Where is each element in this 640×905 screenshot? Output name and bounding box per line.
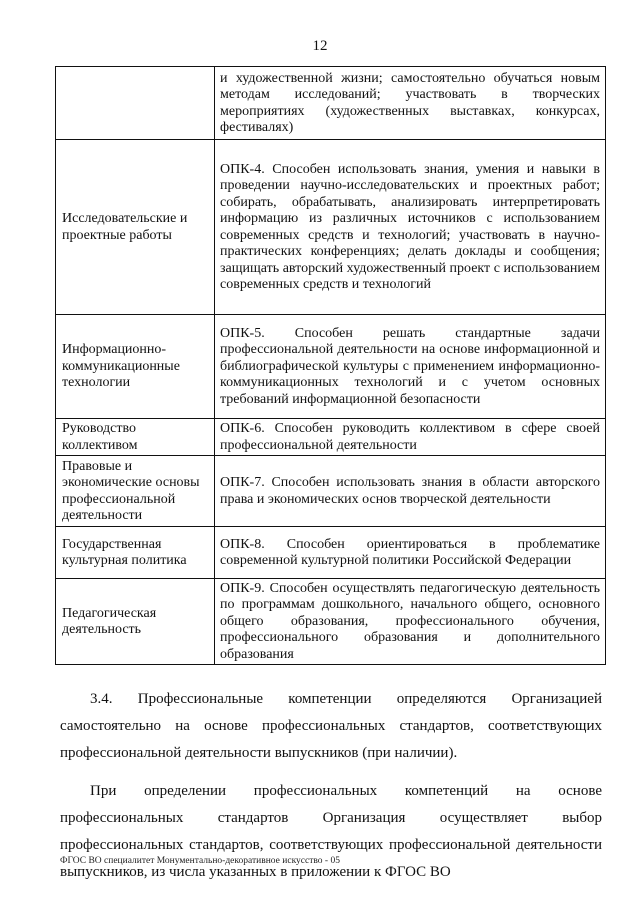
paragraph-selection: При определении профессиональных компетенций на основе профессиональных стандартов Организация осуществляет выбор профессиональных стандартов, соответствующих профессиональной деятельности выпускников, из числа указанных в приложении к ФГОС ВО [60, 783, 602, 880]
paragraph-3-4: 3.4. Профессиональные компетенции определяются Организацией самостоятельно на основе профессиональных стандартов, соответствующих профессиональной деятельности выпускников (при наличии). [60, 691, 602, 761]
table-row [56, 456, 606, 527]
table-row [56, 67, 606, 140]
competence-cell: и художественной жизни; самостоятельно обучаться новым методам исследований; участвовать в творческих мероприятиях (художественных выставках, конкурсах, фестивалях) [215, 67, 606, 140]
area-cell: Исследовательские и проектные работы [56, 140, 215, 315]
table-row [56, 579, 606, 665]
table-row [56, 419, 606, 456]
area-cell: Информационно-коммуникационные технологии [56, 315, 215, 419]
area-cell: Государственная культурная политика [56, 527, 215, 579]
area-cell: Правовые и экономические основы профессиональной деятельности [56, 456, 215, 527]
competence-table [55, 66, 606, 665]
table-row [56, 527, 606, 579]
footer-note: ФГОС ВО специалитет Монументально-декоративное искусство - 05 [60, 856, 340, 866]
table-row [56, 140, 606, 315]
competence-cell: ОПК-9. Способен осуществлять педагогическую деятельность по программам дошкольного, начального общего, основного общего образования, профессионального обучения, профессионального образования и дополнительного образования [215, 579, 606, 665]
area-cell: Педагогическая деятельность [56, 579, 215, 665]
area-cell: Руководство коллективом [56, 419, 215, 456]
competence-cell: ОПК-6. Способен руководить коллективом в сфере своей профессиональной деятельности [215, 419, 606, 456]
competence-cell: ОПК-8. Способен ориентироваться в проблематике современной культурной политики Российской Федерации [215, 527, 606, 579]
area-cell [56, 67, 215, 140]
page-number: 12 [312, 38, 328, 54]
competence-cell: ОПК-5. Способен решать стандартные задачи профессиональной деятельности на основе информационной и библиографической культуры с применением информационно-коммуникационных технологий и с учетом основных требований информационной безопасности [215, 315, 606, 419]
competence-cell: ОПК-7. Способен использовать знания в области авторского права и экономических основ творческой деятельности [215, 456, 606, 527]
competence-cell: ОПК-4. Способен использовать знания, умения и навыки в проведении научно-исследовательских и проектных работ; собирать, обрабатывать, анализировать интерпретировать информацию из различных источников с использованием современных средств и технологий; участвовать в научно-практических конференциях; делать доклады и сообщения; защищать авторский художественный проект с использованием современных средств и технологий [215, 140, 606, 315]
table-row [56, 315, 606, 419]
